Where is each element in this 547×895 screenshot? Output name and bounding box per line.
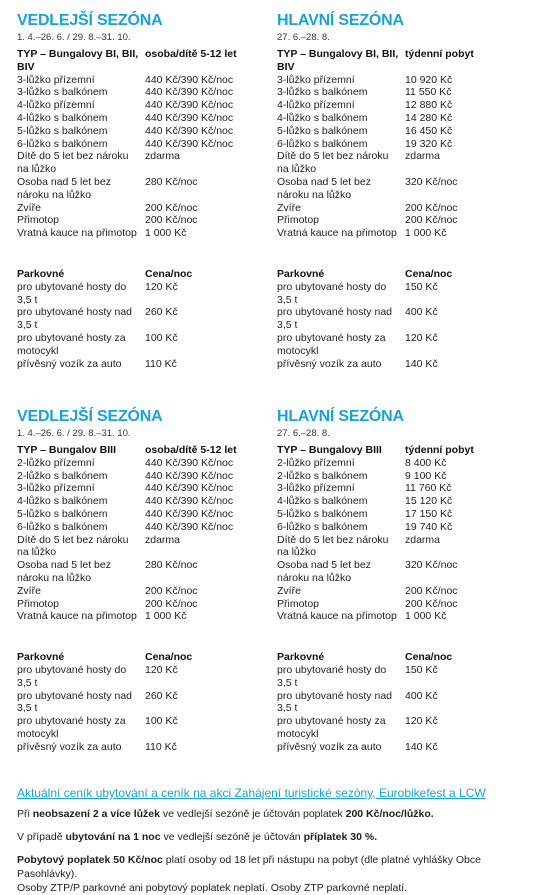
table-row	[277, 534, 515, 560]
row-value: 19 320 Kč	[405, 137, 453, 150]
row-value: 11 550 Kč	[405, 86, 452, 99]
row-label: Dítě do 5 let bez nároku na lůžko	[277, 150, 389, 176]
row-label: 4-lůžko s balkónem	[17, 111, 108, 124]
table-row	[277, 138, 515, 151]
note-unoccupied: Při neobsazení 2 a více lůžek ve vedlejší sezóně je účtován poplatek 200 Kč/noc/lůžko.	[17, 808, 434, 820]
spacer	[17, 240, 255, 268]
row-value: 12 880 Kč	[405, 99, 453, 112]
parking-row	[17, 741, 255, 754]
row-label: 6-lůžko s balkónem	[277, 520, 368, 533]
row-label: Osoba nad 5 let bez nároku na lůžko	[17, 175, 111, 201]
parking-row	[17, 358, 255, 371]
row-value: osoba/dítě 5-12 let	[145, 48, 237, 60]
row-value: 120 Kč	[405, 331, 438, 344]
row-label: Dítě do 5 let bez nároku na lůžko	[17, 150, 129, 176]
row-label: Přimotop	[17, 214, 60, 227]
price-section-b1-left	[17, 12, 267, 370]
row-label: Osoba nad 5 let bez nároku na lůžko	[277, 175, 371, 201]
row-value: 200 Kč/noc	[145, 597, 198, 610]
table-row	[277, 559, 515, 585]
parking-row	[277, 690, 515, 716]
row-value: 440 Kč/390 Kč/noc	[145, 111, 234, 124]
table-row	[277, 598, 515, 611]
row-value: Cena/noc	[145, 267, 193, 280]
table-row	[17, 521, 255, 534]
parking-row	[17, 306, 255, 332]
row-value: 15 120 Kč	[405, 495, 453, 508]
row-label: pro ubytované hosty nad 3,5 t	[17, 689, 132, 715]
row-label: 6-lůžko s balkónem	[17, 520, 108, 533]
parking-row	[277, 715, 515, 741]
parking-row	[17, 332, 255, 358]
row-label: Zvíře	[277, 584, 301, 597]
price-table	[17, 444, 255, 754]
row-label: Zvíře	[17, 201, 41, 214]
table-row	[277, 202, 515, 215]
row-label: 4-lůžko přízemní	[277, 99, 355, 112]
price-section-b2-left	[17, 408, 267, 754]
row-value: 260 Kč	[145, 689, 178, 702]
row-label: 2-lůžko přízemní	[277, 456, 355, 469]
row-label: Parkovné	[277, 267, 325, 280]
row-label: pro ubytované hosty do 3,5 t	[277, 280, 387, 306]
row-label: pro ubytované hosty za motocykl	[277, 715, 386, 740]
parking-row	[17, 715, 255, 741]
row-label: pro ubytované hosty do 3,5 t	[17, 280, 127, 306]
row-label: pro ubytované hosty nad 3,5 t	[277, 306, 392, 332]
row-label: přívěsný vozík za auto	[17, 357, 122, 370]
spacer	[277, 623, 515, 651]
row-label: 3-lůžko přízemní	[17, 73, 95, 86]
table-row	[277, 457, 515, 470]
row-label: pro ubytované hosty za motocykl	[277, 331, 386, 357]
row-value: 400 Kč	[405, 689, 438, 702]
row-value: 14 280 Kč	[405, 111, 453, 124]
row-label: pro ubytované hosty za motocykl	[17, 715, 126, 740]
row-value: 320 Kč/noc	[405, 559, 458, 572]
parking-row	[277, 741, 515, 754]
row-value: 17 150 Kč	[405, 507, 453, 520]
season-title: VEDLEJŠÍ SEZÓNA	[17, 12, 163, 29]
table-row	[17, 138, 255, 151]
spacer	[17, 623, 255, 651]
row-value: 100 Kč	[145, 715, 178, 728]
table-row	[17, 508, 255, 521]
row-value: 8 400 Kč	[405, 456, 447, 469]
table-row	[277, 176, 515, 202]
row-value: 10 920 Kč	[405, 73, 453, 86]
row-label: pro ubytované hosty nad 3,5 t	[277, 689, 392, 715]
row-label: 3-lůžko s balkónem	[17, 86, 108, 99]
row-label: Přimotop	[17, 597, 60, 610]
row-value: 200 Kč/noc	[145, 201, 198, 214]
season-dates: 1. 4.–26. 6. / 29. 8.–31. 10.	[17, 428, 131, 439]
row-value: 1 000 Kč	[145, 610, 187, 623]
table-row	[17, 559, 255, 585]
table-row	[17, 470, 255, 483]
row-value: 11 760 Kč	[405, 482, 452, 495]
season-title: HLAVNÍ SEZÓNA	[277, 12, 404, 29]
row-value: 110 Kč	[145, 357, 177, 370]
row-value: týdenní pobyt	[405, 48, 474, 60]
table-row	[17, 112, 255, 125]
row-value: 440 Kč/390 Kč/noc	[145, 456, 234, 469]
row-value: 140 Kč	[405, 357, 438, 370]
row-value: 150 Kč	[405, 663, 438, 676]
row-label: Dítě do 5 let bez nároku na lůžko	[277, 533, 389, 559]
row-label: 3-lůžko přízemní	[17, 482, 95, 495]
row-value: 260 Kč	[145, 306, 178, 319]
row-value: 440 Kč/390 Kč/noc	[145, 469, 234, 482]
row-label: Parkovné	[277, 651, 325, 664]
price-section-b2-right	[277, 408, 527, 754]
table-header	[277, 48, 515, 74]
season-dates: 27. 6.–28. 8.	[277, 32, 330, 43]
row-value: 280 Kč/noc	[145, 559, 198, 572]
row-label: 2-lůžko s balkónem	[277, 469, 368, 482]
table-row	[277, 521, 515, 534]
table-row	[17, 534, 255, 560]
row-label: Osoba nad 5 let bez nároku na lůžko	[17, 559, 111, 584]
row-value: Cena/noc	[405, 267, 453, 280]
row-value: zdarma	[145, 150, 181, 163]
parking-row	[277, 664, 515, 690]
row-label: 4-lůžko přízemní	[17, 99, 95, 112]
row-value: 1 000 Kč	[405, 610, 447, 623]
row-label: TYP – Bungalovy BI, BII, BIV	[277, 48, 399, 73]
row-label: TYP – Bungalov BIII	[17, 444, 116, 456]
table-row	[277, 470, 515, 483]
row-value: zdarma	[405, 150, 441, 163]
row-value: osoba/dítě 5-12 let	[145, 444, 237, 456]
table-header	[17, 444, 255, 457]
row-label: 5-lůžko s balkónem	[17, 507, 108, 520]
price-table	[277, 48, 515, 370]
row-value: 120 Kč	[405, 715, 438, 728]
table-header	[17, 48, 255, 74]
row-label: 2-lůžko s balkónem	[17, 469, 108, 482]
table-row	[277, 227, 515, 240]
row-value: 200 Kč/noc	[405, 214, 458, 227]
table-row	[17, 227, 255, 240]
row-label: 3-lůžko s balkónem	[277, 86, 368, 99]
row-label: Vratná kauce na přimotop	[277, 227, 397, 240]
row-value: 440 Kč/390 Kč/noc	[145, 520, 234, 533]
table-row	[277, 125, 515, 138]
table-row	[17, 482, 255, 495]
row-value: 120 Kč	[145, 280, 178, 293]
row-value: 120 Kč	[145, 663, 178, 676]
table-row	[277, 150, 515, 176]
row-label: přívěsný vozík za auto	[277, 357, 382, 370]
row-value: Cena/noc	[145, 651, 193, 664]
season-dates: 27. 6.–28. 8.	[277, 428, 330, 439]
row-label: 6-lůžko s balkónem	[277, 137, 368, 150]
table-row	[17, 202, 255, 215]
row-value: 440 Kč/390 Kč/noc	[145, 86, 234, 99]
table-header	[277, 444, 515, 457]
table-row	[17, 585, 255, 598]
row-value: zdarma	[405, 533, 441, 546]
table-row	[17, 495, 255, 508]
parking-header	[277, 268, 515, 281]
table-row	[277, 214, 515, 227]
row-label: pro ubytované hosty za motocykl	[17, 331, 126, 357]
row-label: Zvíře	[277, 201, 301, 214]
row-label: 3-lůžko přízemní	[277, 482, 355, 495]
price-table	[17, 48, 255, 370]
row-value: 150 Kč	[405, 280, 438, 293]
row-label: Vratná kauce na přimotop	[17, 227, 137, 240]
row-label: 6-lůžko s balkónem	[17, 137, 108, 150]
row-label: TYP – Bungalovy BIII	[277, 444, 382, 456]
table-row	[277, 112, 515, 125]
row-value: 200 Kč/noc	[145, 584, 198, 597]
table-row	[277, 74, 515, 87]
row-label: 4-lůžko s balkónem	[277, 111, 368, 124]
parking-header	[17, 268, 255, 281]
row-label: Vratná kauce na přimotop	[17, 610, 137, 623]
table-row	[277, 610, 515, 623]
row-label: Parkovné	[17, 651, 65, 664]
row-value: 200 Kč/noc	[405, 597, 458, 610]
row-label: 5-lůžko s balkónem	[277, 124, 368, 137]
table-row	[277, 495, 515, 508]
row-value: 200 Kč/noc	[405, 584, 458, 597]
row-value: 110 Kč	[145, 740, 177, 753]
row-label: pro ubytované hosty nad 3,5 t	[17, 306, 132, 332]
row-value: 320 Kč/noc	[405, 175, 458, 188]
row-value: 440 Kč/390 Kč/noc	[145, 507, 234, 520]
table-row	[277, 482, 515, 495]
table-row	[277, 585, 515, 598]
row-label: Osoba nad 5 let bez nároku na lůžko	[277, 559, 371, 584]
row-value: Cena/noc	[405, 651, 453, 664]
parking-row	[277, 306, 515, 332]
season-dates: 1. 4.–26. 6. / 29. 8.–31. 10.	[17, 32, 131, 43]
row-label: Vratná kauce na přimotop	[277, 610, 397, 623]
row-value: 440 Kč/390 Kč/noc	[145, 482, 234, 495]
row-value: 440 Kč/390 Kč/noc	[145, 73, 234, 86]
row-value: zdarma	[145, 533, 181, 546]
row-value: týdenní pobyt	[405, 444, 474, 456]
row-value: 9 100 Kč	[405, 469, 447, 482]
parking-header	[277, 651, 515, 664]
note-one-night: V případě ubytování na 1 noc ve vedlejší sezóně je účtován příplatek 30 %.	[17, 831, 378, 843]
season-title: HLAVNÍ SEZÓNA	[277, 408, 404, 425]
row-label: Parkovné	[17, 267, 65, 280]
table-row	[17, 99, 255, 112]
row-label: 5-lůžko s balkónem	[17, 124, 108, 137]
row-value: 440 Kč/390 Kč/noc	[145, 495, 234, 508]
parking-header	[17, 651, 255, 664]
row-label: pro ubytované hosty do 3,5 t	[277, 663, 387, 689]
row-value: 440 Kč/390 Kč/noc	[145, 124, 234, 137]
row-label: 4-lůžko s balkónem	[17, 495, 108, 508]
table-row	[17, 214, 255, 227]
table-row	[17, 176, 255, 202]
row-label: přívěsný vozík za auto	[277, 740, 382, 753]
row-label: 3-lůžko přízemní	[277, 73, 355, 86]
row-value: 140 Kč	[405, 740, 438, 753]
table-row	[17, 598, 255, 611]
row-value: 1 000 Kč	[405, 227, 447, 240]
table-row	[17, 125, 255, 138]
parking-row	[277, 358, 515, 371]
note-tourist-fee: Pobytový poplatek 50 Kč/noc platí osoby od 18 let při nástupu na pobyt (dle platné vyhlášky Obce Pasohlávky).	[17, 854, 481, 880]
row-value: 200 Kč/noc	[145, 214, 198, 227]
row-value: 440 Kč/390 Kč/noc	[145, 137, 234, 150]
row-value: 440 Kč/390 Kč/noc	[145, 99, 234, 112]
price-section-b1-right	[277, 12, 527, 370]
parking-row	[17, 690, 255, 716]
price-table	[277, 444, 515, 754]
table-row	[277, 508, 515, 521]
row-value: 1 000 Kč	[145, 227, 187, 240]
row-label: Zvíře	[17, 584, 41, 597]
season-title: VEDLEJŠÍ SEZÓNA	[17, 408, 163, 425]
parking-row	[277, 281, 515, 307]
row-label: přívěsný vozík za auto	[17, 740, 122, 753]
row-label: Přimotop	[277, 214, 320, 227]
parking-row	[17, 281, 255, 307]
row-value: 200 Kč/noc	[405, 201, 458, 214]
row-label: 2-lůžko přízemní	[17, 456, 95, 469]
row-label: Přimotop	[277, 597, 320, 610]
note-ztp: Osoby ZTP/P parkovné ani pobytový poplatek neplatí. Osoby ZTP parkovné neplatí.	[17, 882, 408, 894]
row-value: 19 740 Kč	[405, 520, 453, 533]
footer-notes	[17, 786, 542, 895]
row-label: pro ubytované hosty do 3,5 t	[17, 663, 127, 689]
row-label: 5-lůžko s balkónem	[277, 507, 368, 520]
row-value: 100 Kč	[145, 331, 178, 344]
row-label: Dítě do 5 let bez nároku na lůžko	[17, 533, 129, 559]
table-row	[17, 74, 255, 87]
row-value: 280 Kč/noc	[145, 175, 198, 188]
table-row	[17, 610, 255, 623]
table-row	[17, 457, 255, 470]
table-row	[17, 150, 255, 176]
pricelist-link[interactable]: Aktuální ceník ubytování a ceník na akci Zahájení turistické sezóny, Eurobikefest a LCW	[17, 786, 486, 800]
row-value: 400 Kč	[405, 306, 438, 319]
table-row	[17, 86, 255, 99]
table-row	[277, 86, 515, 99]
parking-row	[277, 332, 515, 358]
row-label: TYP – Bungalovy BI, BII, BIV	[17, 48, 139, 73]
parking-row	[17, 664, 255, 690]
row-label: 4-lůžko s balkónem	[277, 495, 368, 508]
row-value: 16 450 Kč	[405, 124, 453, 137]
spacer	[277, 240, 515, 268]
table-row	[277, 99, 515, 112]
